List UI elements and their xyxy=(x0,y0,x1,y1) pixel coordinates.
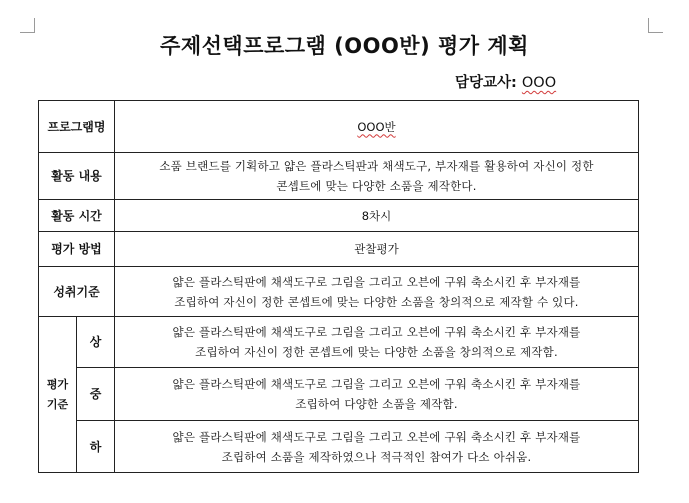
evaluation-plan-table xyxy=(38,100,639,473)
evaluation-criteria-label-line-1: 평가 xyxy=(46,377,69,391)
evaluation-method-label: 평가 방법 xyxy=(39,232,115,267)
level-low-line-2: 조립하여 소품을 제작하였으나 적극적인 참여가 다소 아쉬움. xyxy=(221,449,532,464)
level-low-description xyxy=(115,421,639,473)
teacher-name: OOO xyxy=(521,75,557,91)
level-middle-line-1: 얇은 플라스틱판에 채색도구로 그림을 그리고 오븐에 구워 축소시킨 후 부자재를 xyxy=(172,377,581,391)
table-row xyxy=(39,101,639,153)
activity-time-value: 8차시 xyxy=(115,200,639,232)
document-title: 주제선택프로그램 (OOO반) 평가 계획 xyxy=(160,34,529,58)
activity-content-value xyxy=(115,153,639,200)
table-row xyxy=(39,421,639,473)
level-middle-label: 중 xyxy=(77,368,115,421)
activity-time-label: 활동 시간 xyxy=(39,200,115,232)
level-high-description xyxy=(115,317,639,368)
level-high-line-1: 얇은 플라스틱판에 채색도구로 그림을 그리고 오븐에 구워 축소시킨 후 부자재를 xyxy=(172,325,581,339)
table-row xyxy=(39,368,639,421)
achievement-standard-line-2: 조립하여 자신이 정한 콘셉트에 맞는 다양한 소품을 창의적으로 제작할 수 있다. xyxy=(174,294,579,309)
program-name-label: 프로그램명 xyxy=(39,101,115,153)
teacher-label: 담당교사: xyxy=(455,75,517,91)
table-row xyxy=(39,317,639,368)
level-low-line-1: 얇은 플라스틱판에 채색도구로 그림을 그리고 오븐에 구워 축소시킨 후 부자재를 xyxy=(172,429,581,444)
level-middle-description xyxy=(115,368,639,421)
program-name-value xyxy=(115,101,639,153)
activity-content-line-2: 콘셉트에 맞는 다양한 소품을 제작한다. xyxy=(276,179,477,193)
achievement-standard-line-1: 얇은 플라스틱판에 채색도구로 그림을 그리고 오븐에 구워 축소시킨 후 부자재를 xyxy=(172,274,581,289)
achievement-standard-label: 성취기준 xyxy=(39,267,115,317)
achievement-standard-value xyxy=(115,267,639,317)
activity-content-label: 활동 내용 xyxy=(39,153,115,200)
level-high-line-2: 조립하여 자신이 정한 콘셉트에 맞는 다양한 소품을 창의적으로 제작함. xyxy=(195,345,558,359)
evaluation-criteria-label-line-2: 기준 xyxy=(46,397,69,411)
evaluation-method-value: 관찰평가 xyxy=(115,232,639,267)
table-row xyxy=(39,153,639,200)
table-row xyxy=(39,267,639,317)
level-low-label: 하 xyxy=(77,421,115,473)
table-row xyxy=(39,232,639,267)
program-name-text: OOO반 xyxy=(357,119,396,134)
level-high-label: 상 xyxy=(77,317,115,368)
level-middle-line-2: 조립하여 다양한 소품을 제작함. xyxy=(295,397,458,411)
evaluation-criteria-label xyxy=(39,317,77,473)
teacher-line xyxy=(455,71,556,92)
table-row xyxy=(39,200,639,232)
activity-content-line-1: 소품 브랜드를 기획하고 얇은 플라스틱판과 채색도구, 부자재를 활용하여 자신이 정한 xyxy=(159,159,594,173)
